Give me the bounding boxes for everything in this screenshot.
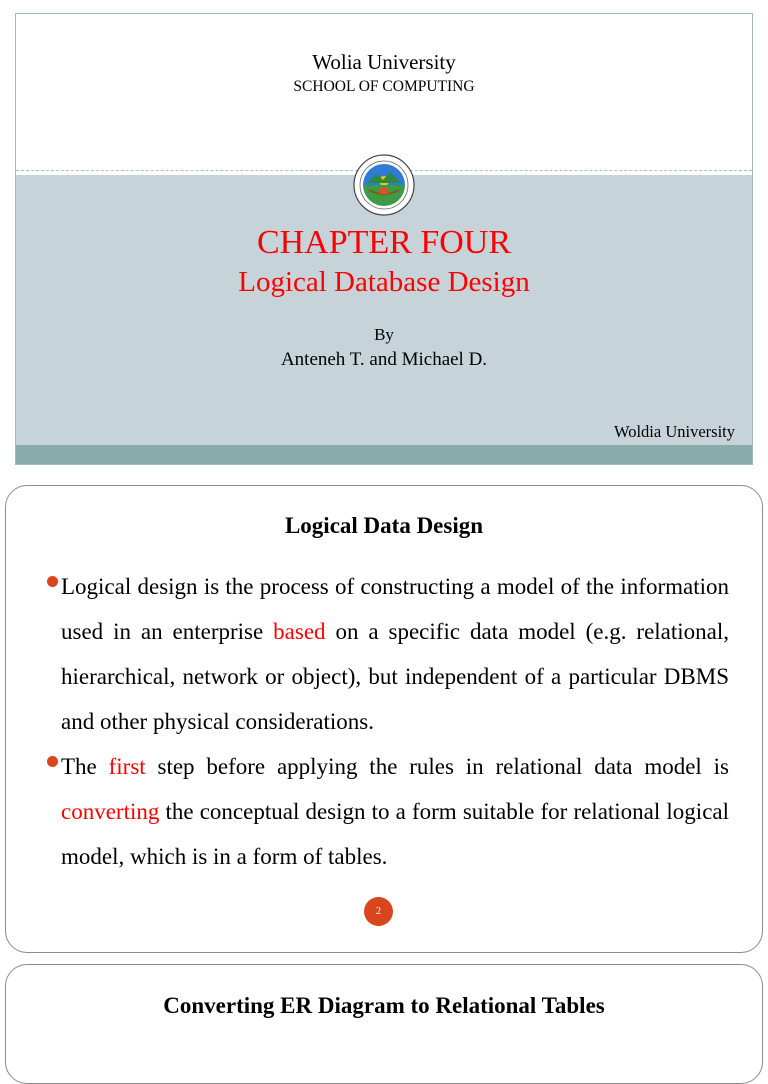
converting-er-slide: [5, 964, 763, 1084]
bottom-bar: [16, 445, 752, 465]
list-item: [61, 564, 729, 744]
bullet-text: Logical design is the process of constructing a model of the information used in an enterprise based on a specific data model (e.g. relational, hierarchical, network or object), but independent of a particular DBMS and other physical considerations.: [61, 574, 730, 734]
university-seal-icon: [353, 154, 415, 216]
title-slide: [15, 13, 753, 465]
authors: Anteneh T. and Michael D.: [280, 349, 488, 370]
list-item: [61, 744, 729, 879]
chapter-title: CHAPTER FOUR: [256, 224, 512, 261]
slide-title: Logical Data Design: [284, 513, 484, 538]
chapter-subtitle: Logical Database Design: [238, 266, 530, 298]
by-label: By: [374, 325, 394, 344]
bullet-icon: [47, 576, 58, 587]
bullet-list: [61, 564, 729, 879]
bullet-text: The first step before applying the rules in relational data model is converting the conceptual design to a form suitable for relational logical model, which is in a form of tables.: [61, 754, 730, 869]
slide-title: Converting ER Diagram to Relational Tables: [163, 993, 605, 1018]
bullet-icon: [47, 756, 58, 767]
logical-data-design-slide: [5, 485, 763, 953]
university-name: Wolia University: [312, 50, 456, 74]
slide-footer: Woldia University: [613, 422, 735, 441]
school-name: SCHOOL OF COMPUTING: [293, 78, 475, 95]
page-number-badge: 2: [364, 897, 393, 926]
